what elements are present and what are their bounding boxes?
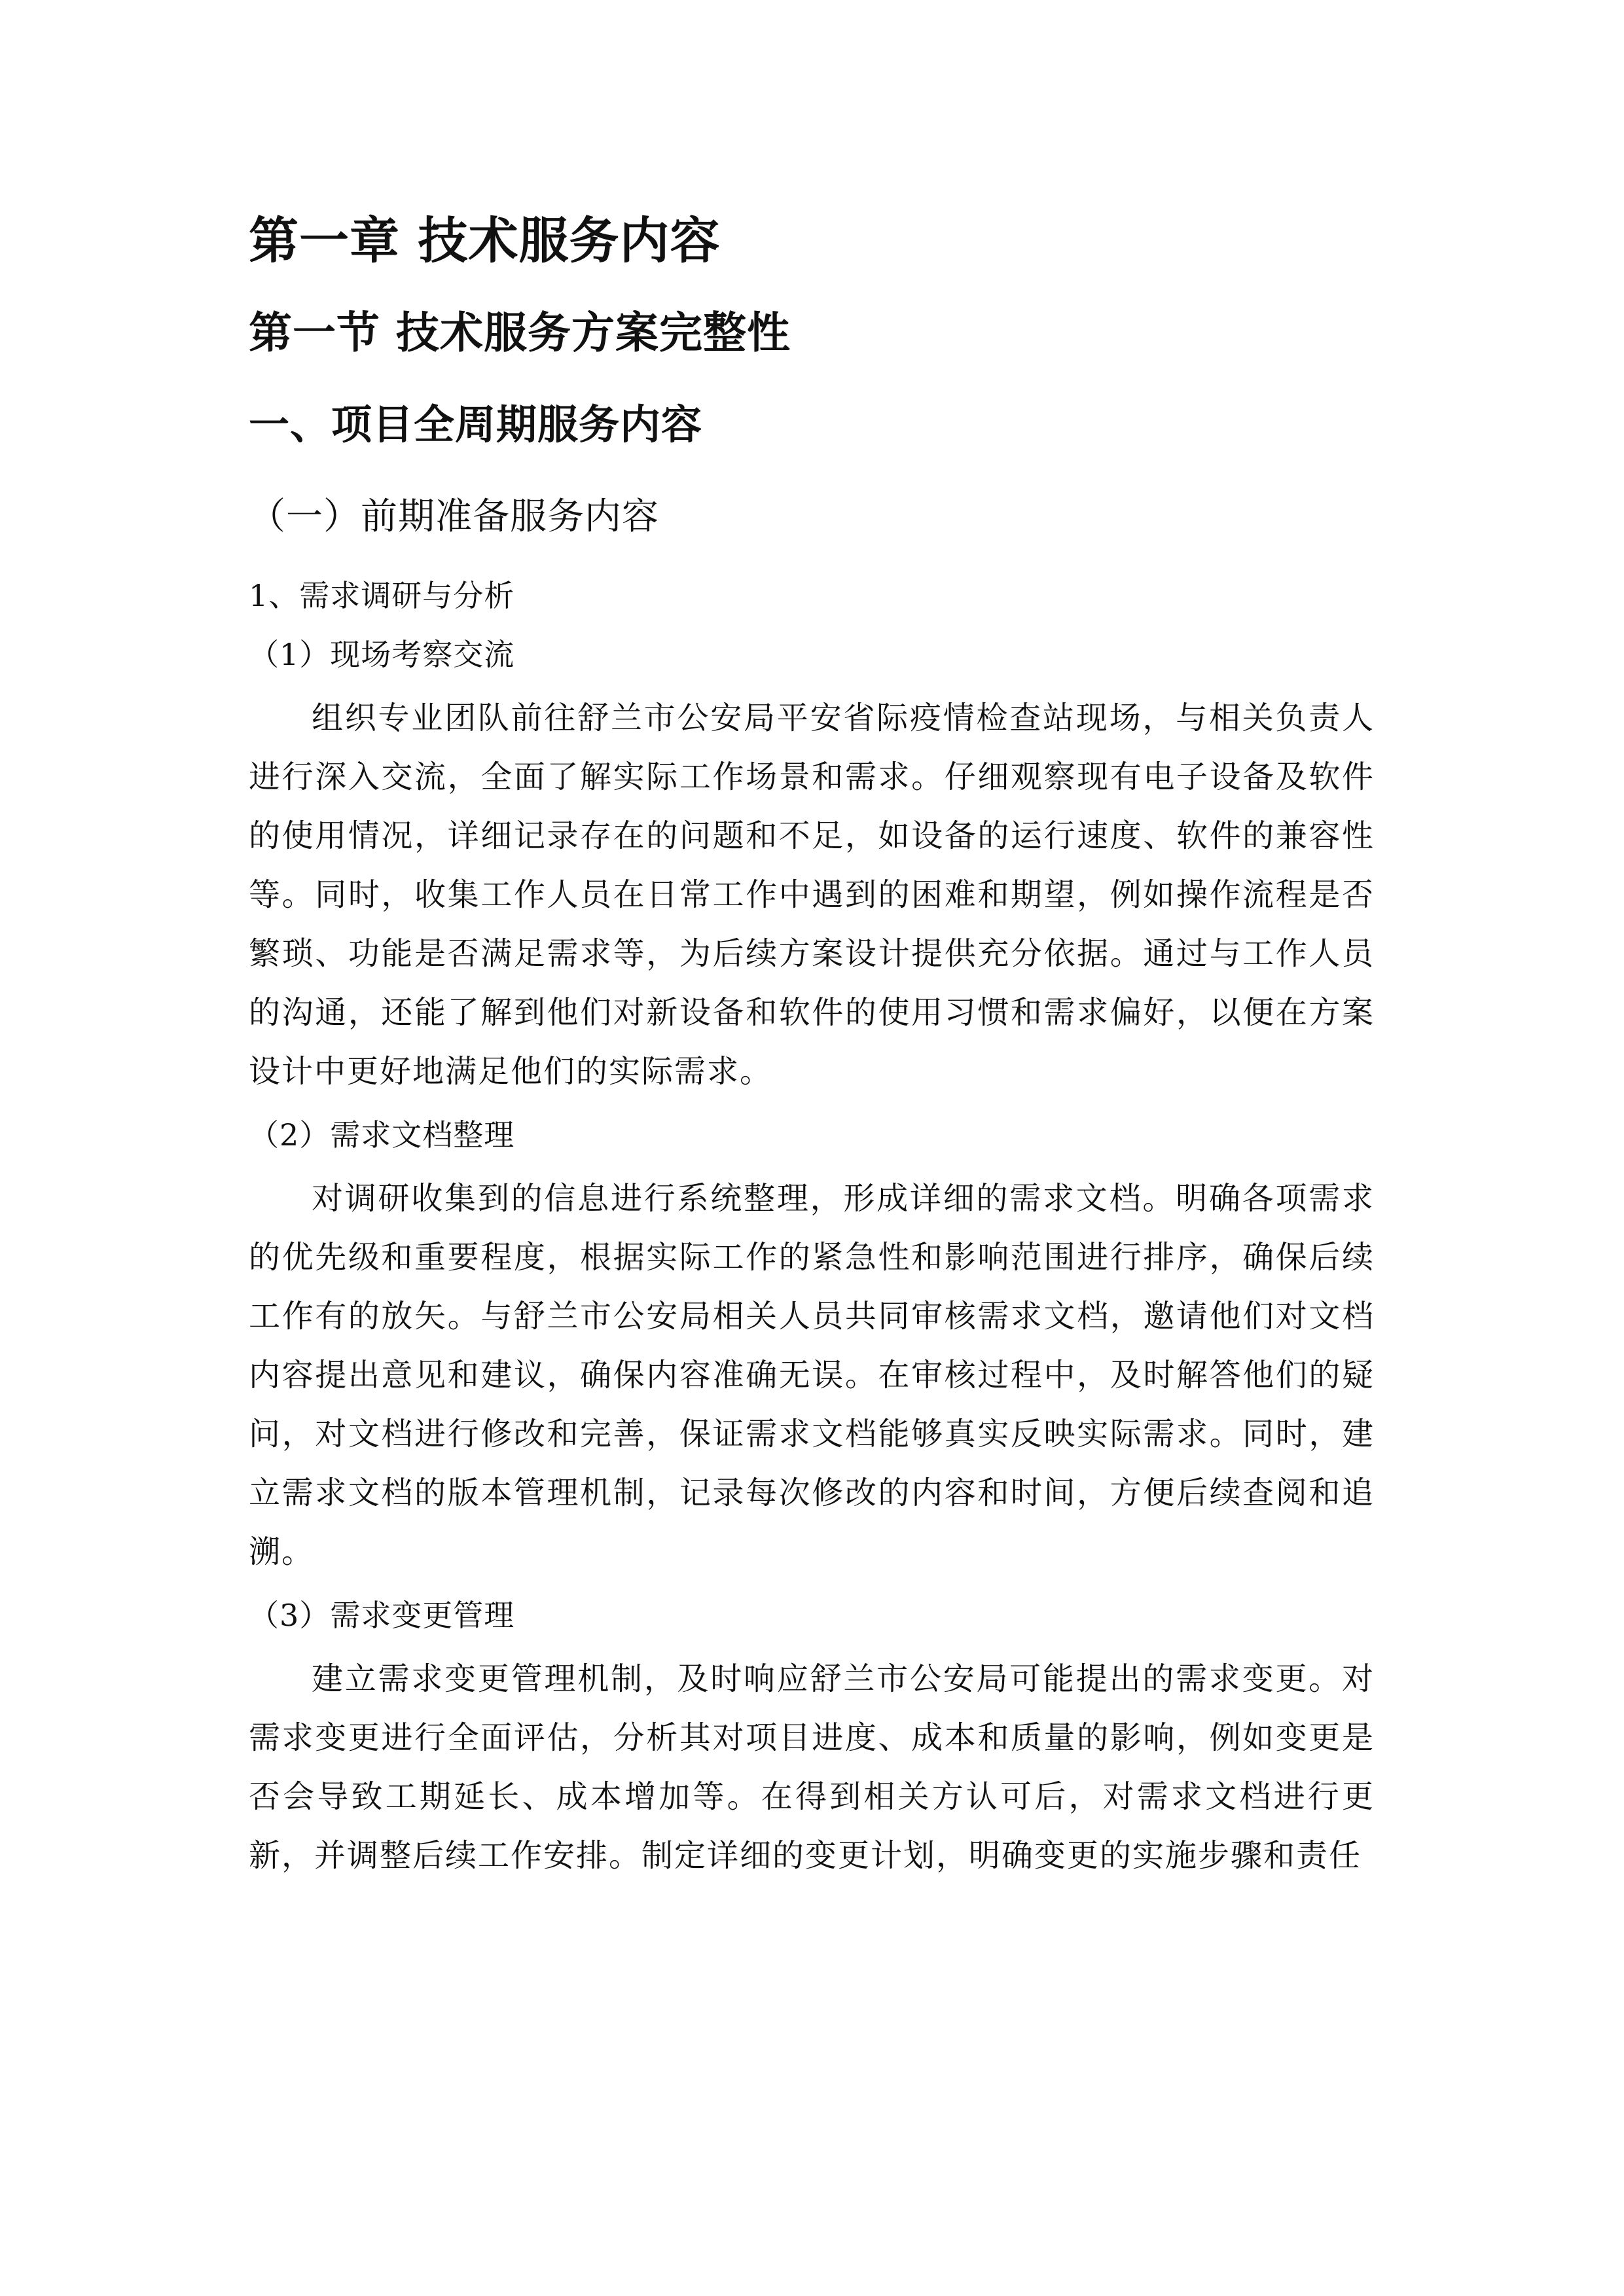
- chapter-title: 第一章 技术服务内容: [249, 211, 721, 270]
- subitem-title-change-management: （3）需求变更管理: [249, 1598, 515, 1633]
- item-title: 1、需求调研与分析: [249, 578, 515, 613]
- subitem-title-site-visit: （1）现场考察交流: [249, 637, 515, 672]
- subsection-title: （一）前期准备服务内容: [249, 495, 659, 538]
- section-title: 第一节 技术服务方案完整性: [249, 308, 791, 358]
- paragraph-change-management: 建立需求变更管理机制，及时响应舒兰市公安局可能提出的需求变更。对需求变更进行全面评估，分析其对项目进度、成本和质量的影响，例如变更是否会导致工期延长、成本增加等。在得到相关方认可后，对需求文档进行更新，并调整后续工作安排。制定详细的变更计划，明确变更的实施步骤和责任: [249, 1660, 1375, 1874]
- subitem-title-requirements-doc: （2）需求文档整理: [249, 1117, 515, 1153]
- document-content: [249, 209, 1375, 1898]
- paragraph-site-visit: 组织专业团队前往舒兰市公安局平安省际疫情检查站现场，与相关负责人进行深入交流，全面了解实际工作场景和需求。仔细观察现有电子设备及软件的使用情况，详细记录存在的问题和不足，如设备的运行速度、软件的兼容性等。同时，收集工作人员在日常工作中遇到的困难和期望，例如操作流程是否繁琐、功能是否满足需求等，为后续方案设计提供充分依据。通过与工作人员的沟通，还能了解到他们对新设备和软件的使用习惯和需求偏好，以便在方案设计中更好地满足他们的实际需求。: [249, 700, 1375, 1090]
- part-title: 一、项目全周期服务内容: [249, 401, 703, 448]
- paragraph-requirements-doc: 对调研收集到的信息进行系统整理，形成详细的需求文档。明确各项需求的优先级和重要程度，根据实际工作的紧急性和影响范围进行排序，确保后续工作有的放矢。与舒兰市公安局相关人员共同审核需求文档，邀请他们对文档内容提出意见和建议，确保内容准确无误。在审核过程中，及时解答他们的疑问，对文档进行修改和完善，保证需求文档能够真实反映实际需求。同时，建立需求文档的版本管理机制，记录每次修改的内容和时间，方便后续查阅和追溯。: [249, 1180, 1375, 1570]
